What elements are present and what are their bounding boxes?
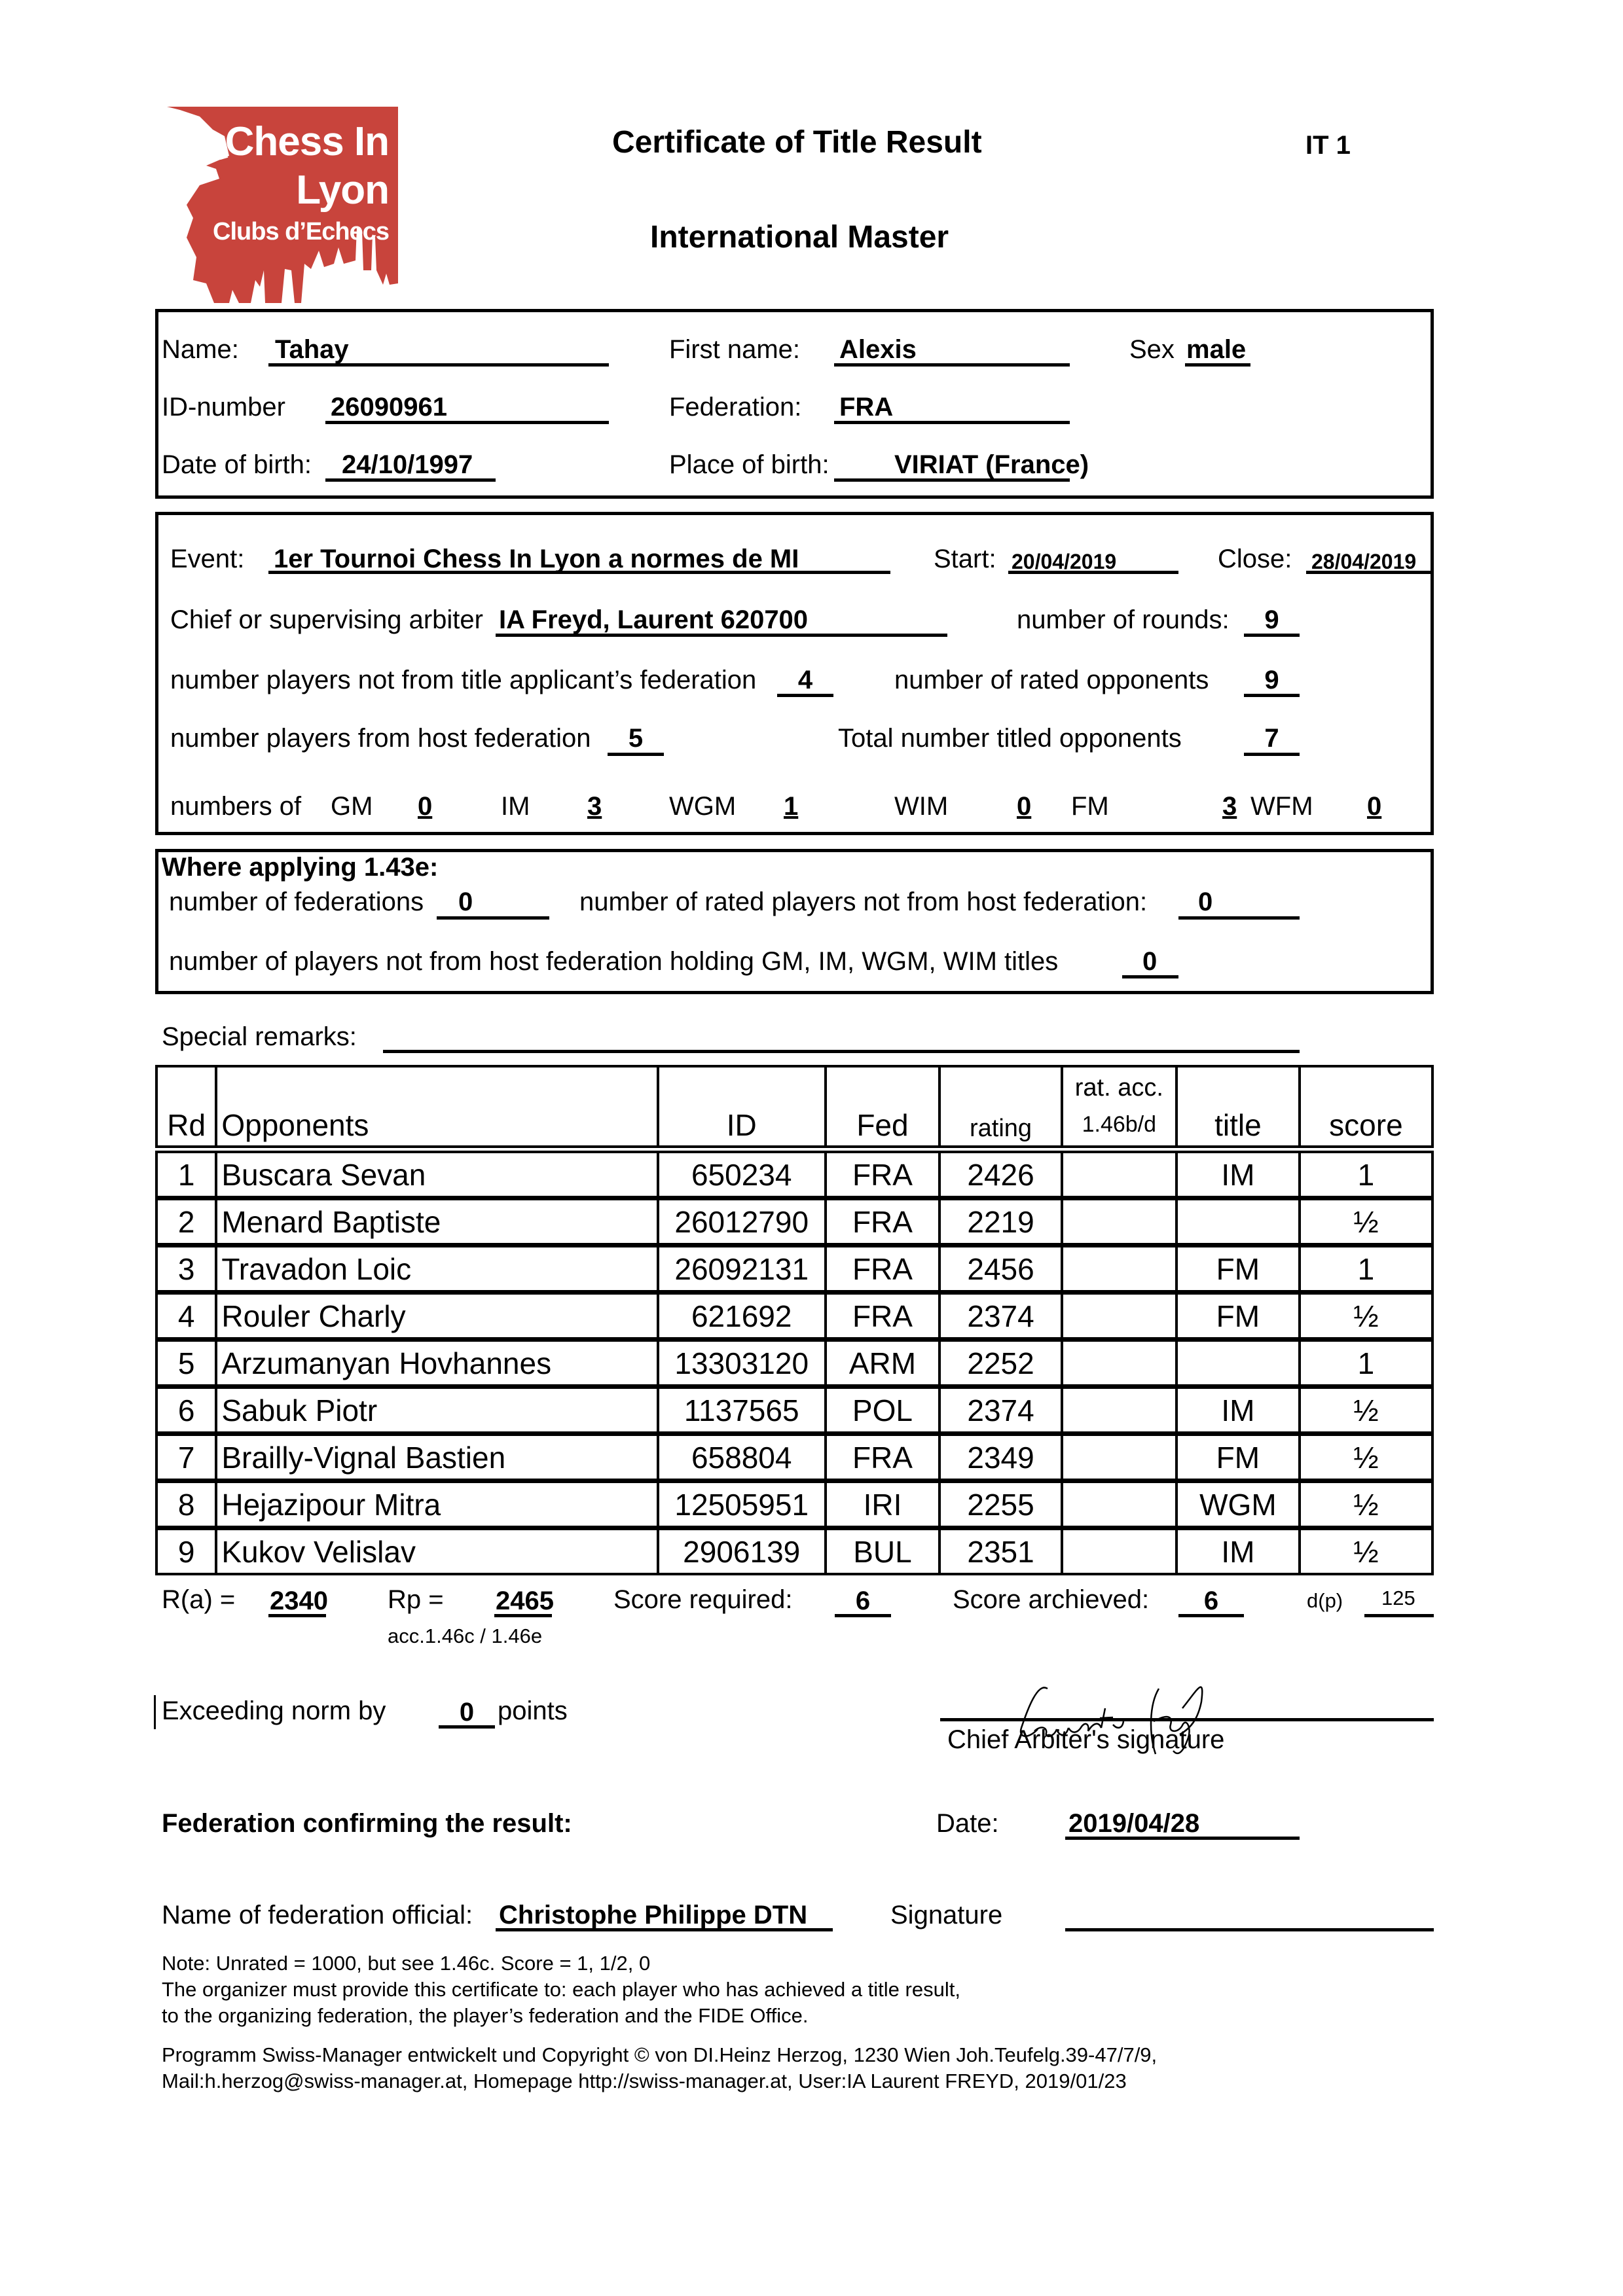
- cell-rat-acc: [1062, 1434, 1176, 1481]
- wgm-count[interactable]: 1: [784, 792, 799, 821]
- cell-title: WGM: [1176, 1481, 1300, 1528]
- cell-fed: FRA: [826, 1293, 940, 1340]
- titled-not-host-field[interactable]: 0: [1142, 947, 1158, 976]
- federations-field[interactable]: 0: [458, 888, 473, 916]
- logo-line-3: Clubs d’Echecs: [213, 218, 389, 245]
- host-fed-underline: [608, 753, 664, 756]
- exceeding-norm-suffix: points: [498, 1696, 568, 1725]
- gm-count[interactable]: 0: [418, 792, 433, 821]
- special-remarks-field[interactable]: [386, 1022, 1300, 1052]
- cell-title: FM: [1176, 1434, 1300, 1481]
- not-own-fed-field[interactable]: 4: [797, 666, 813, 694]
- titled-opp-underline: [1244, 753, 1300, 756]
- arbiter-label: Chief or supervising arbiter: [170, 605, 483, 634]
- name-label: Name:: [162, 335, 239, 364]
- host-fed-field[interactable]: 5: [628, 724, 644, 753]
- cell-rating: 2374: [939, 1293, 1061, 1340]
- cell-rating: 2456: [939, 1246, 1061, 1293]
- club-logo: [167, 107, 398, 304]
- cell-fed: IRI: [826, 1481, 940, 1528]
- im-count[interactable]: 3: [587, 792, 602, 821]
- special-remarks-underline: [383, 1050, 1300, 1053]
- score-achieved-label: Score archieved:: [953, 1585, 1150, 1614]
- note-line-1: Note: Unrated = 1000, but see 1.46c. Score = 1, 1/2, 0: [162, 1952, 651, 1975]
- fm-count[interactable]: 3: [1222, 792, 1237, 821]
- note-line-3: to the organizing federation, the player’s federation and the FIDE Office.: [162, 2004, 809, 2027]
- rp-underline: [494, 1614, 552, 1617]
- close-underline: [1306, 571, 1434, 574]
- score-required-field[interactable]: 6: [855, 1587, 871, 1615]
- col-rat-acc: [1062, 1066, 1176, 1149]
- cell-fed: FRA: [826, 1149, 940, 1198]
- cell-title: FM: [1176, 1293, 1300, 1340]
- cell-rat-acc: [1062, 1340, 1176, 1387]
- cell-rat-acc: [1062, 1481, 1176, 1528]
- logo-line-1: Chess In: [225, 119, 389, 164]
- date-label: Date:: [936, 1809, 999, 1838]
- start-field[interactable]: 20/04/2019: [1012, 550, 1117, 573]
- wfm-count[interactable]: 0: [1367, 792, 1382, 821]
- ra-underline: [268, 1614, 326, 1617]
- cell-rating: 2255: [939, 1481, 1061, 1528]
- pob-label: Place of birth:: [669, 450, 830, 479]
- cell-id: 1137565: [658, 1387, 826, 1434]
- date-field[interactable]: 2019/04/28: [1068, 1809, 1200, 1838]
- titled-not-host-label: number of players not from host federation holding GM, IM, WGM, WIM titles: [169, 947, 1059, 976]
- cell-rating: 2351: [939, 1528, 1061, 1575]
- rated-opp-field[interactable]: 9: [1264, 666, 1279, 694]
- cell-name: Brailly-Vignal Bastien: [216, 1434, 658, 1481]
- close-label: Close:: [1218, 545, 1292, 573]
- titled-not-host-underline: [1122, 975, 1178, 978]
- titled-opp-label: Total number titled opponents: [838, 724, 1182, 753]
- federation-label: Federation:: [669, 393, 802, 422]
- cell-rat-acc: [1062, 1198, 1176, 1246]
- federation-underline: [834, 421, 1070, 424]
- signature-label: Signature: [890, 1901, 1003, 1929]
- cell-rat-acc: [1062, 1293, 1176, 1340]
- not-own-fed-label: number players not from title applicant’s federation: [170, 666, 757, 694]
- fm-label: FM: [1071, 792, 1109, 821]
- cell-fed: BUL: [826, 1528, 940, 1575]
- arbiter-underline: [496, 634, 947, 637]
- table-row: [156, 1198, 1432, 1246]
- note-line-2: The organizer must provide this certificate to: each player who has achieved a title result,: [162, 1978, 960, 2001]
- event-field[interactable]: 1er Tournoi Chess In Lyon a normes de MI: [274, 545, 799, 573]
- cell-rat-acc: [1062, 1528, 1176, 1575]
- numbers-of-label: numbers of: [170, 792, 302, 821]
- cell-name: Hejazipour Mitra: [216, 1481, 658, 1528]
- cell-id: 650234: [658, 1149, 826, 1198]
- cell-rd: 4: [156, 1293, 216, 1340]
- rated-opp-label: number of rated opponents: [894, 666, 1209, 694]
- cell-name: Kukov Velislav: [216, 1528, 658, 1575]
- table-row: [156, 1528, 1432, 1575]
- rounds-underline: [1244, 634, 1300, 637]
- cell-rat-acc: [1062, 1149, 1176, 1198]
- rule-143e-heading: Where applying 1.43e:: [162, 853, 439, 882]
- exceeding-norm-label: Exceeding norm by: [162, 1696, 386, 1725]
- cell-fed: FRA: [826, 1434, 940, 1481]
- score-required-label: Score required:: [613, 1585, 793, 1614]
- federation-confirm-label: Federation confirming the result:: [162, 1809, 572, 1838]
- pob-field[interactable]: VIRIAT (France): [894, 450, 1089, 479]
- federation-signature-field[interactable]: [1065, 1901, 1434, 1929]
- cell-fed: ARM: [826, 1340, 940, 1387]
- col-score: score: [1300, 1066, 1432, 1149]
- cell-score: ½: [1300, 1481, 1432, 1528]
- cell-id: 26092131: [658, 1246, 826, 1293]
- col-rd: Rd: [156, 1066, 216, 1149]
- table-row: [156, 1434, 1432, 1481]
- exceeding-norm-underline: [439, 1725, 495, 1729]
- date-underline: [1065, 1837, 1300, 1840]
- rounds-field[interactable]: 9: [1264, 605, 1279, 634]
- cell-name: Arzumanyan Hovhannes: [216, 1340, 658, 1387]
- wim-label: WIM: [894, 792, 949, 821]
- table-row: [156, 1387, 1432, 1434]
- first-name-field[interactable]: Alexis: [839, 335, 917, 364]
- cell-rd: 8: [156, 1481, 216, 1528]
- dp-field[interactable]: 125: [1381, 1587, 1415, 1609]
- pob-underline: [834, 478, 1070, 482]
- cell-id: 12505951: [658, 1481, 826, 1528]
- table-row: [156, 1149, 1432, 1198]
- dob-field[interactable]: 24/10/1997: [342, 450, 473, 479]
- id-number-label: ID-number: [162, 393, 285, 422]
- cell-name: Buscara Sevan: [216, 1149, 658, 1198]
- name-underline: [268, 363, 609, 367]
- cell-name: Sabuk Piotr: [216, 1387, 658, 1434]
- first-name-label: First name:: [669, 335, 801, 364]
- not-own-fed-underline: [777, 694, 833, 697]
- ra-label: R(a) =: [162, 1585, 236, 1614]
- cell-rat-acc: [1062, 1246, 1176, 1293]
- cell-rating: 2374: [939, 1387, 1061, 1434]
- cell-rd: 9: [156, 1528, 216, 1575]
- table-row: [156, 1246, 1432, 1293]
- cell-title: [1176, 1198, 1300, 1246]
- dob-underline: [325, 478, 496, 482]
- rated-not-host-label: number of rated players not from host federation:: [579, 888, 1148, 916]
- cell-rd: 6: [156, 1387, 216, 1434]
- cell-fed: FRA: [826, 1198, 940, 1246]
- col-id: ID: [658, 1066, 826, 1149]
- page-title: Certificate of Title Result: [612, 125, 982, 160]
- federations-label: number of federations: [169, 888, 424, 916]
- wgm-label: WGM: [669, 792, 737, 821]
- cell-fed: POL: [826, 1387, 940, 1434]
- rounds-label: number of rounds:: [1017, 605, 1230, 634]
- logo-line-2: Lyon: [296, 168, 389, 213]
- federation-signature-line: [1065, 1928, 1434, 1931]
- ra-field[interactable]: 2340: [270, 1587, 328, 1615]
- cell-rating: 2252: [939, 1340, 1061, 1387]
- opponents-table: [155, 1065, 1434, 1575]
- exceeding-norm-field[interactable]: 0: [459, 1698, 475, 1727]
- federations-underline: [437, 916, 549, 920]
- cell-score: ½: [1300, 1198, 1432, 1246]
- cell-rd: 3: [156, 1246, 216, 1293]
- first-name-underline: [834, 363, 1070, 367]
- event-underline: [268, 571, 890, 574]
- id-number-underline: [325, 421, 609, 424]
- table-row: [156, 1293, 1432, 1340]
- cell-score: ½: [1300, 1387, 1432, 1434]
- score-achieved-field[interactable]: 6: [1203, 1587, 1219, 1615]
- cell-score: ½: [1300, 1434, 1432, 1481]
- cell-score: ½: [1300, 1528, 1432, 1575]
- federation-field[interactable]: FRA: [839, 393, 894, 422]
- cell-title: IM: [1176, 1528, 1300, 1575]
- arbiter-signature-line: [940, 1718, 1434, 1721]
- sex-underline: [1185, 363, 1250, 367]
- cell-score: ½: [1300, 1293, 1432, 1340]
- cell-title: IM: [1176, 1149, 1300, 1198]
- col-rating: rating: [939, 1066, 1061, 1149]
- host-fed-label: number players from host federation: [170, 724, 591, 753]
- official-label: Name of federation official:: [162, 1901, 473, 1929]
- table-header-row: [156, 1066, 1432, 1149]
- arbiter-field[interactable]: IA Freyd, Laurent 620700: [499, 605, 809, 634]
- cell-rating: 2219: [939, 1198, 1061, 1246]
- exceed-left-bar: [154, 1695, 156, 1729]
- dob-label: Date of birth:: [162, 450, 312, 479]
- cell-id: 26012790: [658, 1198, 826, 1246]
- cell-rating: 2426: [939, 1149, 1061, 1198]
- arbiter-signature-label: Chief Arbiter's signature: [947, 1725, 1225, 1754]
- score-required-underline: [835, 1614, 891, 1617]
- cell-id: 13303120: [658, 1340, 826, 1387]
- wfm-label: WFM: [1250, 792, 1313, 821]
- rated-not-host-field[interactable]: 0: [1198, 888, 1213, 916]
- cell-rd: 5: [156, 1340, 216, 1387]
- start-label: Start:: [934, 545, 996, 573]
- cell-rd: 2: [156, 1198, 216, 1246]
- id-number-field[interactable]: 26090961: [331, 393, 447, 422]
- table-row: [156, 1340, 1432, 1387]
- cell-name: Rouler Charly: [216, 1293, 658, 1340]
- copyright-line-1: Programm Swiss-Manager entwickelt und Copyright © von DI.Heinz Herzog, 1230 Wien Joh.Teufelg.39-47/7/9,: [162, 2043, 1158, 2066]
- rated-not-host-underline: [1178, 916, 1300, 920]
- cell-title: IM: [1176, 1387, 1300, 1434]
- rated-opp-underline: [1244, 694, 1300, 697]
- rp-label: Rp =: [388, 1585, 444, 1614]
- cell-name: Menard Baptiste: [216, 1198, 658, 1246]
- close-field[interactable]: 28/04/2019: [1311, 550, 1417, 573]
- official-field[interactable]: Christophe Philippe DTN: [499, 1901, 808, 1929]
- start-underline: [1008, 571, 1178, 574]
- gm-label: GM: [331, 792, 373, 821]
- col-fed: Fed: [826, 1066, 940, 1149]
- official-underline: [496, 1928, 833, 1931]
- score-achieved-underline: [1178, 1614, 1244, 1617]
- titled-opp-field[interactable]: 7: [1264, 724, 1279, 753]
- form-code: IT 1: [1305, 131, 1351, 160]
- cell-score: 1: [1300, 1246, 1432, 1293]
- wim-count[interactable]: 0: [1017, 792, 1032, 821]
- table-row: [156, 1481, 1432, 1528]
- cell-rating: 2349: [939, 1434, 1061, 1481]
- cell-title: [1176, 1340, 1300, 1387]
- title-type: International Master: [650, 220, 949, 255]
- cell-rd: 1: [156, 1149, 216, 1198]
- copyright-line-2: Mail:h.herzog@swiss-manager.at, Homepage http://swiss-manager.at, User:IA Laurent FREYD, 2019/01/23: [162, 2070, 1127, 2092]
- event-label: Event:: [170, 545, 245, 573]
- special-remarks-label: Special remarks:: [162, 1022, 357, 1051]
- cell-rd: 7: [156, 1434, 216, 1481]
- col-opponents: Opponents: [216, 1066, 658, 1149]
- im-label: IM: [501, 792, 530, 821]
- cell-rat-acc: [1062, 1387, 1176, 1434]
- cell-score: 1: [1300, 1149, 1432, 1198]
- col-rat-acc-line1: rat. acc.: [1074, 1074, 1163, 1102]
- cell-title: FM: [1176, 1246, 1300, 1293]
- cell-id: 621692: [658, 1293, 826, 1340]
- sex-label: Sex: [1129, 335, 1175, 364]
- name-field[interactable]: Tahay: [275, 335, 349, 364]
- cell-name: Travadon Loic: [216, 1246, 658, 1293]
- col-rat-acc-line2: 1.46b/d: [1082, 1112, 1157, 1137]
- cell-id: 658804: [658, 1434, 826, 1481]
- col-title: title: [1176, 1066, 1300, 1149]
- cell-fed: FRA: [826, 1246, 940, 1293]
- rp-note: acc.1.46c / 1.46e: [388, 1624, 543, 1647]
- rp-field[interactable]: 2465: [496, 1587, 554, 1615]
- dp-label: d(p): [1307, 1589, 1343, 1612]
- cell-score: 1: [1300, 1340, 1432, 1387]
- dp-underline: [1364, 1614, 1434, 1617]
- cell-id: 2906139: [658, 1528, 826, 1575]
- sex-field[interactable]: male: [1186, 335, 1247, 364]
